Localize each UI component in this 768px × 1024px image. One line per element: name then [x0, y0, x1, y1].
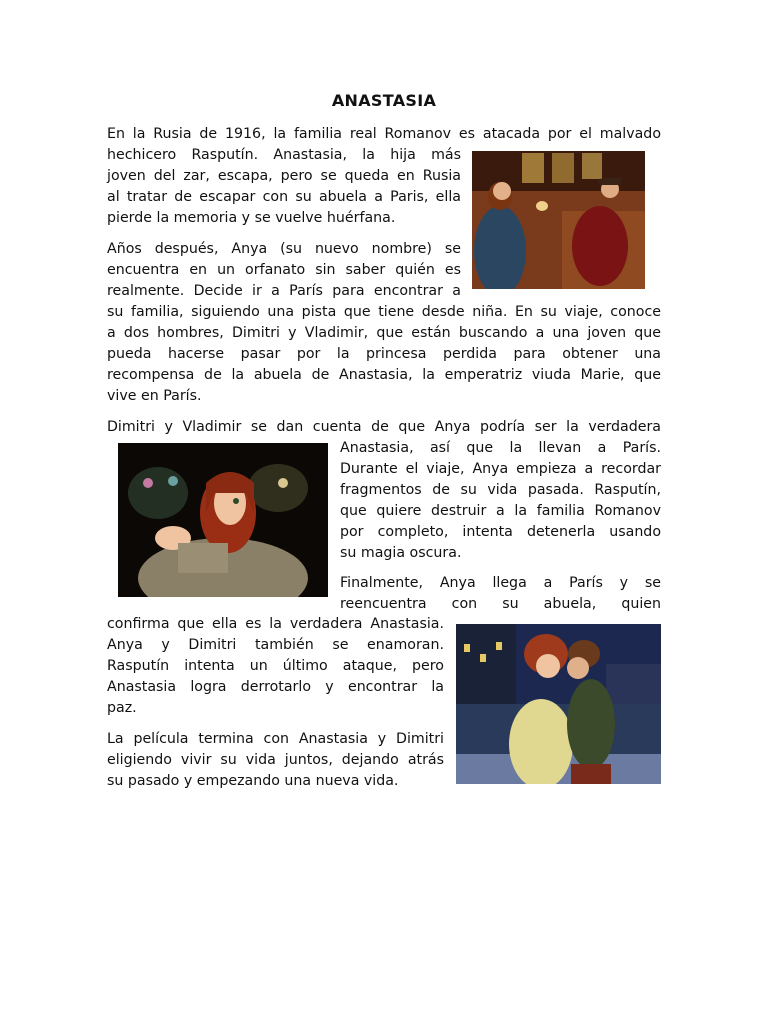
paris-night-image: [456, 624, 661, 784]
paragraph-2-line: recompensa de la abuela de Anastasia, la emperatriz viuda Marie, que: [107, 367, 661, 383]
paragraph-3-line: fragmentos de su vida pasada. Rasputín,: [340, 482, 661, 498]
anya-portrait-image: [118, 443, 328, 597]
paragraph-1-line: hechicero Rasputín. Anastasia, la hija más: [107, 147, 461, 163]
paragraph-5-line: La película termina con Anastasia y Dimitri: [107, 731, 444, 747]
paragraph-4-line: paz.: [107, 700, 137, 716]
paragraph-1-line: pierde la memoria y se vuelve huérfana.: [107, 210, 396, 226]
paragraph-2-line: realmente. Decide ir a París para encontrar a: [107, 283, 461, 299]
paragraph-3-line: Anastasia, así que la llevan a París.: [340, 440, 661, 456]
paragraph-5-line: su pasado y empezando una nueva vida.: [107, 773, 399, 789]
paragraph-5-line: eligiendo vivir su vida juntos, dejando atrás: [107, 752, 444, 768]
paragraph-3-line: por completo, intenta detenerla usando: [340, 524, 661, 540]
paragraph-2-line: Años después, Anya (su nuevo nombre) se: [107, 241, 461, 257]
paragraph-4-line: Anastasia logra derrotarlo y encontrar la: [107, 679, 444, 695]
paragraph-4-line: Anya y Dimitri también se enamoran.: [107, 637, 444, 653]
ballroom-scene-image: [472, 151, 645, 289]
paragraph-2-line: a dos hombres, Dimitri y Vladimir, que están buscando a una joven que: [107, 325, 661, 341]
paragraph-1-line: En la Rusia de 1916, la familia real Romanov es atacada por el malvado: [107, 126, 661, 142]
paragraph-4-line: Finalmente, Anya llega a París y se: [340, 575, 661, 591]
paragraph-2-line: pueda hacerse pasar por la princesa perdida para obtener una: [107, 346, 661, 362]
paragraph-1-line: al tratar de escapar con su abuela a Paris, ella: [107, 189, 461, 205]
paragraph-3-line: Dimitri y Vladimir se dan cuenta de que Anya podría ser la verdadera: [107, 419, 661, 435]
paragraph-3-line: su magia oscura.: [340, 545, 462, 561]
paragraph-3-line: Durante el viaje, Anya empieza a recordar: [340, 461, 661, 477]
paragraph-4-line: reencuentra con su abuela, quien: [340, 596, 661, 612]
paragraph-1-line: joven del zar, escapa, pero se queda en Rusia: [107, 168, 461, 184]
paragraph-2-line: vive en París.: [107, 388, 202, 404]
document-title: ANASTASIA: [331, 91, 437, 110]
paragraph-3-line: que quiere destruir a la familia Romanov: [340, 503, 661, 519]
paragraph-4-line: confirma que ella es la verdadera Anastasia.: [107, 616, 444, 632]
paragraph-4-line: Rasputín intenta un último ataque, pero: [107, 658, 444, 674]
paragraph-2-line: su familia, siguiendo una pista que tiene desde niña. En su viaje, conoce: [107, 304, 661, 320]
paragraph-2-line: encuentra en un orfanato sin saber quién es: [107, 262, 461, 278]
